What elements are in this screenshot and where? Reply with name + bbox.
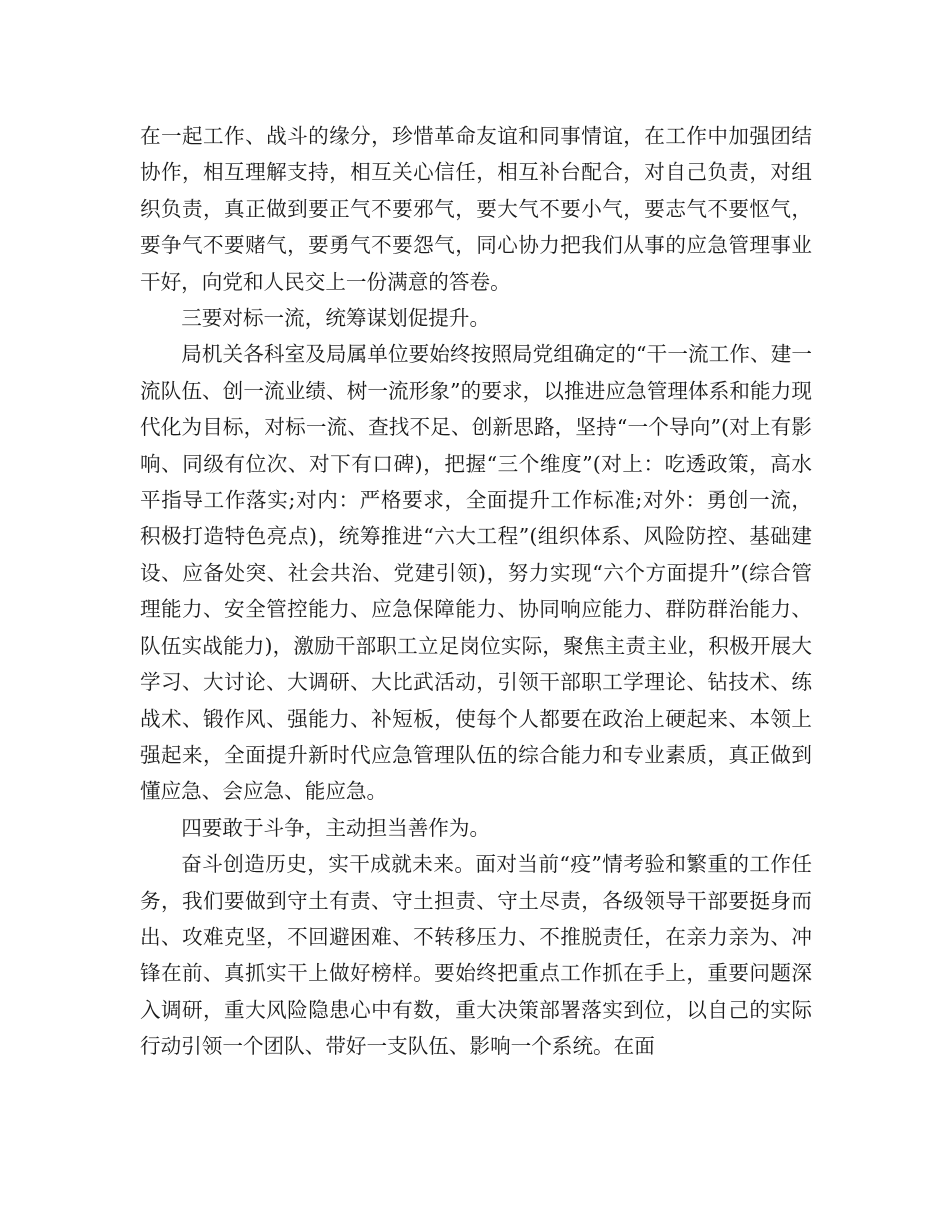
section-heading-struggle: 四要敢于斗争，主动担当善作为。 [181,815,491,840]
section-heading-benchmark: 三要对标一流，统筹谋划促提升。 [181,306,491,331]
document-page [140,118,812,1065]
body-paragraph-benchmark: 局机关各科室及局属单位要始终按照局党组确定的“干一流工作、建一流队伍、创一流业绩、树一流形象”的要求，以推进应急管理体系和能力现代化为目标，对标一流、查找不足、创新思路，坚持“一个导向”(对上有影响、同级有位次、对下有口碑)，把握“三个维度”(对上：吃透政策，高水平指导工作落实;对内：严格要求，全面提升工作标准;对外：勇创一流，积极打造特色亮点)，统筹推进“六大工程”(组织体系、风险防控、基础建设、应备处突、社会共治、党建引领)，努力实现“六个方面提升”(综合管理能力、安全管控能力、应急保障能力、协同响应能力、群防群治能力、队伍实战能力)，激励干部职工立足岗位实际，聚焦主责主业，积极开展大学习、大讨论、大调研、大比武活动，引领干部职工学理论、钻技术、练战术、锻作风、强能力、补短板，使每个人都要在政治上硬起来、本领上强起来，全面提升新时代应急管理队伍的综合能力和专业素质，真正做到懂应急、会应急、能应急。 [140,342,812,804]
body-paragraph-continued: 在一起工作、战斗的缘分，珍惜革命友谊和同事情谊，在工作中加强团结协作，相互理解支持，相互关心信任，相互补台配合，对自己负责，对组织负责，真正做到要正气不要邪气，要大气不要小气，要志气不要怄气，要争气不要赌气，要勇气不要怨气，同心协力把我们从事的应急管理事业干好，向党和人民交上一份满意的答卷。 [140,124,812,294]
body-paragraph-struggle: 奋斗创造历史，实干成就未来。面对当前“疫”情考验和繁重的工作任务，我们要做到守土有责、守土担责、守土尽责，各级领导干部要挺身而出、攻难克坚，不回避困难、不转移压力、不推脱责任，在亲力亲为、冲锋在前、真抓实干上做好榜样。要始终把重点工作抓在手上，重要问题深入调研，重大风险隐患心中有数，重大决策部署落实到位，以自己的实际行动引领一个团队、带好一支队伍、影响一个系统。在面 [140,852,812,1059]
